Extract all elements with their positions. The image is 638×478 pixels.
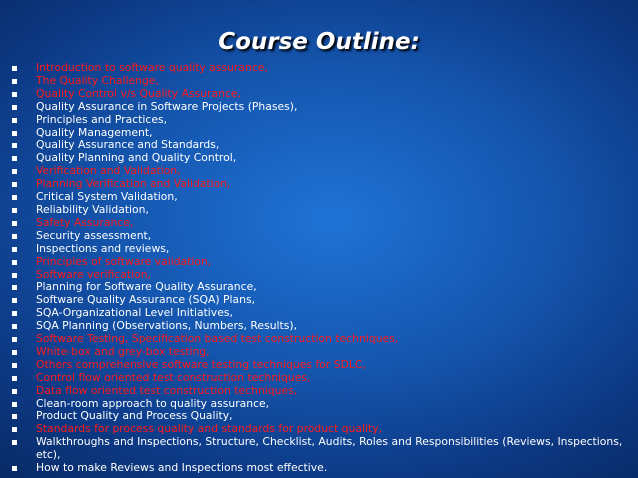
square-bullet-icon: [12, 79, 17, 84]
outline-item: [0, 230, 638, 243]
square-bullet-icon: [12, 66, 17, 71]
outline-item-text: Inspections and reviews,: [36, 241, 170, 255]
square-bullet-icon: [12, 440, 17, 445]
outline-item-text: Principles of software validation,: [36, 254, 212, 268]
square-bullet-icon: [12, 234, 17, 239]
outline-item: [0, 333, 638, 346]
square-bullet-icon: [12, 169, 17, 174]
square-bullet-icon: [12, 260, 17, 265]
square-bullet-icon: [12, 350, 17, 355]
square-bullet-icon: [12, 414, 17, 419]
outline-item-text: Quality Planning and Quality Control,: [36, 151, 237, 165]
outline-item: [0, 385, 638, 398]
outline-item: [0, 101, 638, 114]
outline-item-text: Verification and Validation,: [36, 164, 181, 178]
square-bullet-icon: [12, 389, 17, 394]
outline-item: [0, 462, 638, 475]
outline-item-text: Quality Assurance in Software Projects (Phases),: [36, 99, 298, 113]
square-bullet-icon: [12, 208, 17, 213]
square-bullet-icon: [12, 195, 17, 200]
square-bullet-icon: [12, 131, 17, 136]
outline-item: [0, 346, 638, 359]
outline-item-text: Planning Verification and Validation,: [36, 177, 231, 191]
square-bullet-icon: [12, 92, 17, 97]
outline-item-text: Planning for Software Quality Assurance,: [36, 280, 257, 294]
outline-item: [0, 88, 638, 101]
square-bullet-icon: [12, 118, 17, 123]
course-outline-list: [0, 62, 638, 475]
outline-item: [0, 436, 638, 462]
outline-item-text: Principles and Practices,: [36, 112, 168, 126]
square-bullet-icon: [12, 221, 17, 226]
square-bullet-icon: [12, 311, 17, 316]
outline-item-text: SQA Planning (Observations, Numbers, Results),: [36, 319, 298, 333]
square-bullet-icon: [12, 285, 17, 290]
outline-item-text: SQA-Organizational Level Initiatives,: [36, 306, 233, 320]
outline-item: [0, 243, 638, 256]
outline-item-text: Software Quality Assurance (SQA) Plans,: [36, 293, 256, 307]
outline-item: [0, 256, 638, 269]
outline-item-text: White-box and grey-box testing,: [36, 344, 210, 358]
outline-item-text: Product Quality and Process Quality,: [36, 409, 233, 423]
square-bullet-icon: [12, 427, 17, 432]
outline-item-text: Software verification,: [36, 267, 151, 281]
outline-item-text: Quality Management,: [36, 125, 153, 139]
square-bullet-icon: [12, 363, 17, 368]
outline-item-text: Critical System Validation,: [36, 190, 178, 204]
square-bullet-icon: [12, 402, 17, 407]
square-bullet-icon: [12, 156, 17, 161]
square-bullet-icon: [12, 247, 17, 252]
square-bullet-icon: [12, 143, 17, 148]
square-bullet-icon: [12, 182, 17, 187]
outline-item: [0, 217, 638, 230]
outline-item-text: Control flow oriented test construction techniques,: [36, 370, 311, 384]
square-bullet-icon: [12, 273, 17, 278]
outline-item-text: Others comprehensive software testing techniques for SDLC,: [36, 357, 366, 371]
outline-item: [0, 75, 638, 88]
square-bullet-icon: [12, 337, 17, 342]
outline-item-text: How to make Reviews and Inspections most effective.: [36, 461, 328, 475]
outline-item-text: Data flow oriented test construction techniques,: [36, 383, 298, 397]
outline-item-text: Quality Control v/s Quality Assurance,: [36, 86, 241, 100]
square-bullet-icon: [12, 298, 17, 303]
outline-item-text: Walkthroughs and Inspections, Structure, Checklist, Audits, Roles and Responsibilities (Reviews, Inspections, etc),: [36, 435, 623, 462]
outline-item-text: Software Testing, Specification based test construction techniques,: [36, 332, 399, 346]
outline-item-text: Clean-room approach to quality assurance,: [36, 396, 270, 410]
outline-item-text: The Quality Challenge,: [36, 73, 159, 87]
outline-item-text: Reliability Validation,: [36, 202, 149, 216]
outline-item-text: Security assessment,: [36, 228, 152, 242]
slide-title: Course Outline:: [218, 29, 420, 55]
outline-item-text: Standards for process quality and standards for product quality,: [36, 422, 383, 436]
square-bullet-icon: [12, 324, 17, 329]
outline-item-text: Introduction to software quality assurance,: [36, 61, 268, 74]
outline-item: [0, 114, 638, 127]
outline-item: [0, 204, 638, 217]
square-bullet-icon: [12, 105, 17, 110]
outline-item: [0, 359, 638, 372]
square-bullet-icon: [12, 376, 17, 381]
outline-item-text: Quality Assurance and Standards,: [36, 138, 220, 152]
outline-item-text: Safety Assurance,: [36, 215, 134, 229]
outline-item: [0, 62, 638, 75]
outline-item: [0, 372, 638, 385]
square-bullet-icon: [12, 466, 17, 471]
